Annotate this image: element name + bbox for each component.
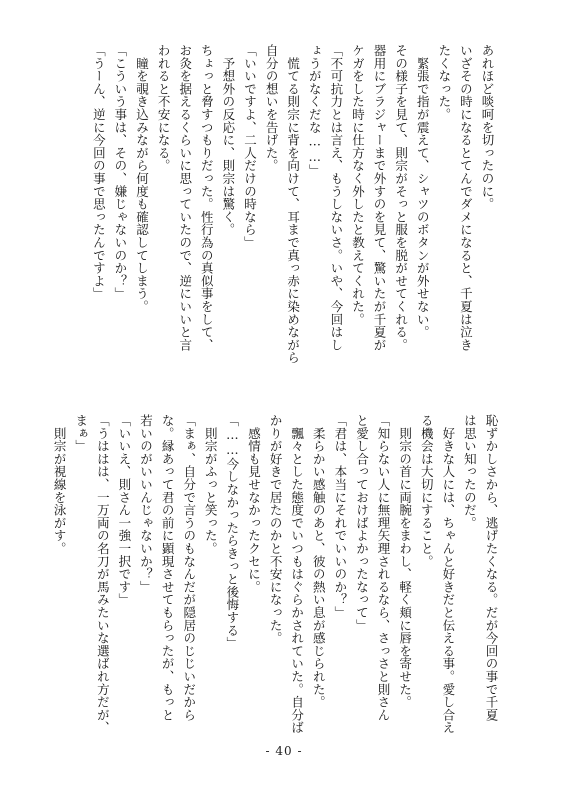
- text-line: 「いいえ、則さん一強一択です」: [116, 414, 132, 606]
- text-line: 「君は、本当にそれでいいのか？」: [332, 414, 348, 619]
- text-line: 「うーん、逆に今回の事で思ったんですよ」: [91, 44, 107, 300]
- text-line: 「知らない人に無理矢理されるなら、さっさと則さん: [376, 414, 392, 722]
- text-line: 則宗がふっと笑った。: [203, 414, 219, 555]
- text-line: 「……今しなかったらきっと後悔する」: [224, 414, 240, 650]
- text-line: は思い知ったのだ。: [462, 414, 478, 530]
- text-line: る機会は大切にすること。: [419, 414, 435, 568]
- text-line: いざその時になるとてんでダメになると、千夏は泣き: [458, 44, 474, 352]
- text-line: 感情も見せなかったクセに。: [246, 414, 262, 594]
- text-line: 好きな人には、ちゃんと好きだと伝える事。愛し合え: [440, 414, 456, 734]
- text-line: その様子を見て、則宗がそっと服を脱がせてくれる。: [393, 44, 409, 352]
- text-line: 若いのがいいんじゃないか？」: [138, 414, 154, 594]
- text-line: 柔らかい感触のあと、彼の熱い息が感じられた。: [311, 414, 327, 709]
- text-line: 「いいですよ、二人だけの時なら」: [242, 44, 258, 249]
- text-line: 瞳を覗き込みながら何度も確認してしまう。: [134, 44, 150, 313]
- text-line: 「うははは、一万両の名刀が馬みたいな選ばれ方だが、: [95, 414, 111, 734]
- text-line: ょうがなくだな……」: [307, 44, 323, 177]
- text-line: 「こういう事は、その、嫌じゃないのか？」: [112, 44, 128, 300]
- text-line: ケガをした時に仕方なく外したと教えてくれた。: [350, 44, 366, 326]
- text-line: たくなった。: [436, 44, 452, 121]
- text-line: 「不可抗力とは言え、もうしないさ。いや、今回はし: [328, 44, 344, 352]
- text-line: 器用にブラジャーまで外すのを見て、驚いたが千夏が: [372, 44, 388, 352]
- text-line: 則宗が視線を泳がす。: [52, 414, 68, 555]
- text-line: 予想外の反応に、則宗は驚く。: [220, 44, 236, 236]
- text-line: ちょっと脅すつもりだった。性行為の真似事をして、: [199, 44, 215, 352]
- text-line: かりが好きで居たのかと不安になった。: [268, 414, 284, 645]
- text-line: 則宗の首に両腕をまわし、軽く頬に唇を寄せた。: [397, 414, 413, 709]
- page-number: - 40 -: [265, 744, 303, 758]
- text-line: 飄々とした態度でいつもはぐらかされていた。自分ば: [289, 414, 305, 734]
- text-line: 緊張で指が震えて、シャツのボタンが外せない。: [415, 44, 431, 339]
- text-line: な。縁あって君の前に顕現させてもらったが、もっと: [160, 414, 176, 722]
- text-block-bottom: [49, 414, 502, 774]
- text-line: 慌てる則宗に背を向けて、耳まで真っ赤に染めながら: [285, 44, 301, 364]
- text-line: まぁ」: [73, 414, 89, 453]
- text-line: お灸を据えるくらいに思っていたので、逆にいいと言: [177, 44, 193, 352]
- text-line: われると不安になる。: [156, 44, 172, 172]
- text-line: 「まぁ、自分で言うのもなんだが隠居のじじいだから: [181, 414, 197, 722]
- text-line: 自分の想いを告げた。: [264, 44, 280, 172]
- text-line: 恥ずかしさから、逃げたくなる。だが今回の事で千夏: [484, 414, 499, 722]
- text-line: あれほど啖呵を切ったのに。: [480, 44, 495, 211]
- text-block-top: [88, 44, 498, 394]
- text-line: と愛し合っておけばよかったなって」: [354, 414, 370, 632]
